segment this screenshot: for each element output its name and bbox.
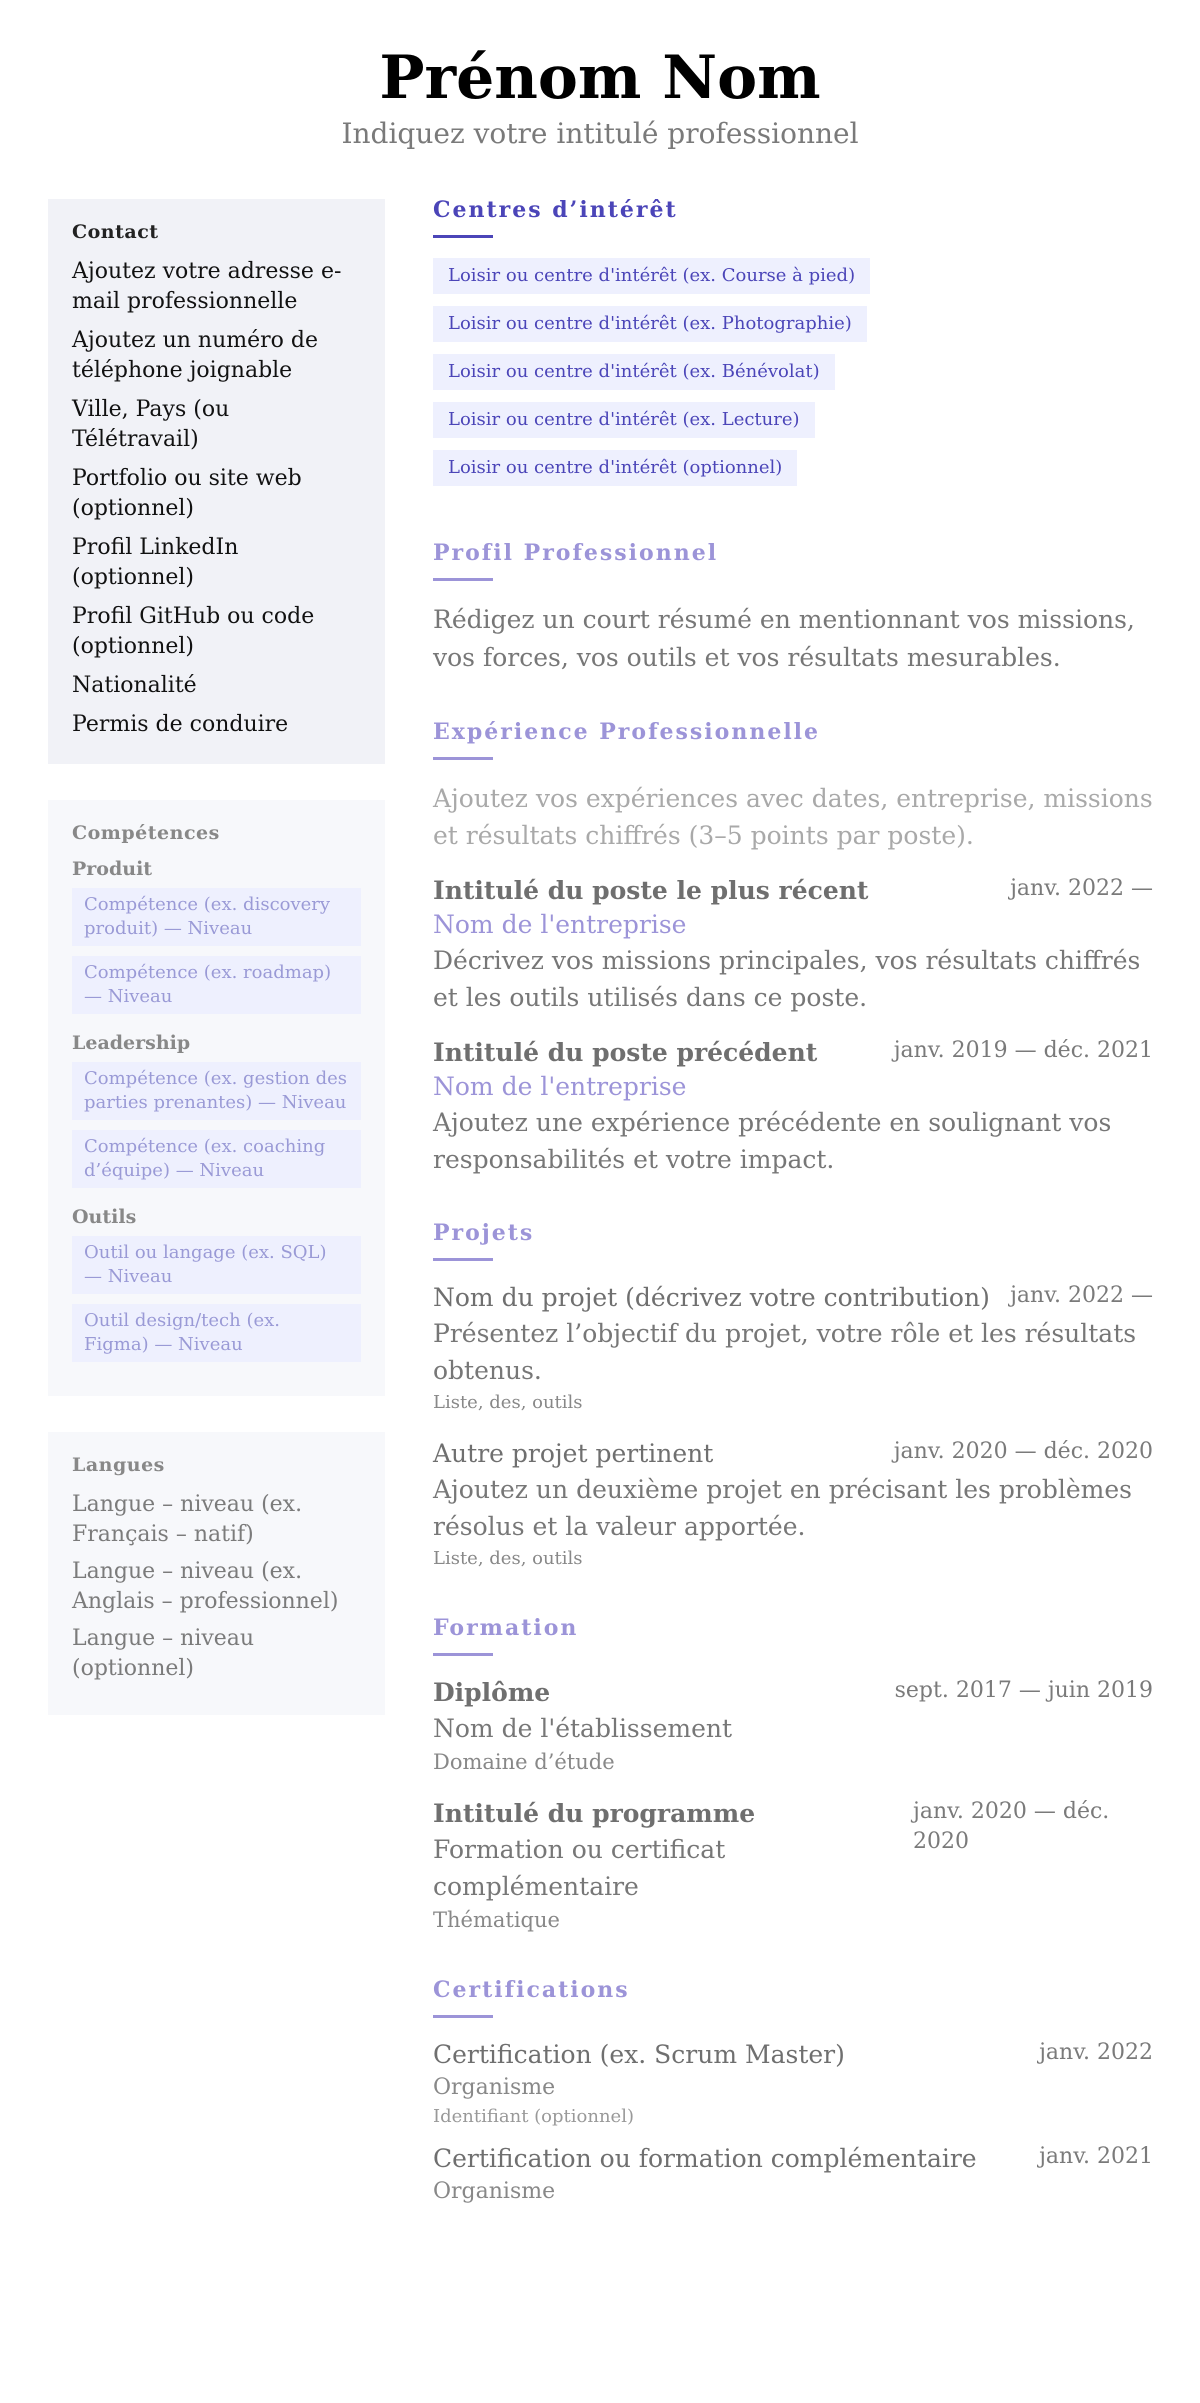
entry-date: janv. 2021 bbox=[1039, 2144, 1153, 2169]
entry-description: Décrivez vos missions principales, vos résultats chiffrés et les outils utilisés dans ce poste. bbox=[433, 946, 1141, 1012]
main-content bbox=[433, 195, 1153, 2248]
contact-title: Contact bbox=[72, 221, 159, 243]
entry-date: janv. 2022 — bbox=[1010, 1283, 1153, 1308]
section-divider bbox=[433, 1653, 493, 1656]
section-divider bbox=[433, 235, 493, 238]
interest-chip: Loisir ou centre d'intérêt (optionnel) bbox=[433, 450, 797, 486]
section-title: Centres d’intérêt bbox=[433, 197, 678, 223]
certification-entry bbox=[433, 2142, 1153, 2208]
contact-nationality: Nationalité bbox=[72, 673, 197, 698]
project-tools: Liste, des, outils bbox=[433, 1392, 583, 1413]
profile-summary: Rédigez un court résumé en mentionnant vos missions, vos forces, vos outils et vos résultats mesurables. bbox=[433, 605, 1135, 672]
entry-description: Ajoutez un deuxième projet en précisant les problèmes résolus et la valeur apportée. bbox=[433, 1475, 1132, 1541]
entry-date: janv. 2020 — déc. 2020 bbox=[913, 1799, 1110, 1854]
certification-org: Organisme bbox=[433, 2179, 556, 2204]
section-title: Expérience Professionnelle bbox=[433, 719, 821, 745]
experience-entry bbox=[433, 874, 1153, 1016]
section-title: Projets bbox=[433, 1220, 535, 1246]
certification-org: Organisme bbox=[433, 2075, 556, 2100]
school-name: Nom de l'établissement bbox=[433, 1714, 733, 1743]
skill-item: Outil design/tech (ex. Figma) — Niveau bbox=[72, 1304, 361, 1362]
languages-box bbox=[48, 1432, 385, 1715]
skill-group-title: Leadership bbox=[72, 1032, 191, 1054]
contact-box bbox=[48, 199, 385, 764]
section-divider bbox=[433, 1258, 493, 1261]
certification-title: Certification (ex. Scrum Master) bbox=[433, 2040, 845, 2069]
entry-date: janv. 2022 bbox=[1039, 2040, 1153, 2065]
interest-chip: Loisir ou centre d'intérêt (ex. Lecture) bbox=[433, 402, 815, 438]
degree-title: Diplôme bbox=[433, 1678, 551, 1707]
skills-title: Compétences bbox=[72, 822, 220, 844]
school-name: Formation ou certificat complémentaire bbox=[433, 1835, 726, 1901]
entry-description: Ajoutez une expérience précédente en soulignant vos responsabilités et votre impact. bbox=[433, 1108, 1112, 1174]
experience-hint: Ajoutez vos expériences avec dates, entreprise, missions et résultats chiffrés (3–5 points par poste). bbox=[433, 784, 1153, 850]
entry-date: janv. 2022 — bbox=[1010, 876, 1153, 901]
project-tools: Liste, des, outils bbox=[433, 1548, 583, 1569]
section-divider bbox=[433, 2015, 493, 2018]
skill-item: Compétence (ex. discovery produit) — Niveau bbox=[72, 888, 361, 946]
skill-group-title: Produit bbox=[72, 858, 153, 880]
certification-id: Identifiant (optionnel) bbox=[433, 2106, 634, 2127]
certifications-section bbox=[433, 1975, 1153, 2208]
degree-title: Intitulé du programme bbox=[433, 1799, 756, 1828]
education-entry bbox=[433, 1797, 1153, 1935]
entry-date: sept. 2017 — juin 2019 bbox=[894, 1678, 1153, 1703]
contact-license: Permis de conduire bbox=[72, 712, 289, 737]
contact-linkedin: Profil LinkedIn (optionnel) bbox=[72, 535, 239, 590]
contact-phone: Ajoutez un numéro de téléphone joignable bbox=[72, 328, 318, 383]
contact-portfolio: Portfolio ou site web (optionnel) bbox=[72, 466, 302, 521]
skill-item: Compétence (ex. coaching d’équipe) — Niveau bbox=[72, 1130, 361, 1188]
experience-section bbox=[433, 717, 1153, 1178]
skill-item: Compétence (ex. gestion des parties prenantes) — Niveau bbox=[72, 1062, 361, 1120]
experience-entry bbox=[433, 1036, 1153, 1178]
project-entry bbox=[433, 1281, 1153, 1417]
sidebar bbox=[48, 199, 385, 1751]
skill-item: Compétence (ex. roadmap) — Niveau bbox=[72, 956, 361, 1014]
entry-date: janv. 2020 — déc. 2020 bbox=[893, 1439, 1153, 1464]
study-field: Thématique bbox=[433, 1908, 560, 1932]
contact-location: Ville, Pays (ou Télétravail) bbox=[72, 397, 230, 452]
skill-group-title: Outils bbox=[72, 1206, 137, 1228]
contact-email: Ajoutez votre adresse e-mail professionnelle bbox=[72, 259, 342, 314]
interest-chip: Loisir ou centre d'intérêt (ex. Photographie) bbox=[433, 306, 867, 342]
company-name: Nom de l'entreprise bbox=[433, 910, 687, 939]
interests-section bbox=[433, 195, 1153, 498]
full-name: Prénom Nom bbox=[379, 43, 821, 113]
skills-box bbox=[48, 800, 385, 1396]
section-divider bbox=[433, 578, 493, 581]
certification-title: Certification ou formation complémentaire bbox=[433, 2144, 977, 2173]
section-title: Profil Professionnel bbox=[433, 540, 719, 566]
language-item: Langue – niveau (ex. Français – natif) bbox=[72, 1492, 303, 1547]
interest-chip: Loisir ou centre d'intérêt (ex. Course à pied) bbox=[433, 258, 870, 294]
resume-header bbox=[0, 0, 1200, 152]
company-name: Nom de l'entreprise bbox=[433, 1072, 687, 1101]
profile-section bbox=[433, 538, 1153, 677]
section-title: Certifications bbox=[433, 1977, 630, 2003]
projects-section bbox=[433, 1218, 1153, 1573]
skill-item: Outil ou langage (ex. SQL) — Niveau bbox=[72, 1236, 361, 1294]
certification-entry bbox=[433, 2038, 1153, 2130]
job-entry-title: Intitulé du poste le plus récent bbox=[433, 876, 869, 905]
language-item: Langue – niveau (ex. Anglais – professionnel) bbox=[72, 1559, 339, 1614]
section-title: Formation bbox=[433, 1615, 579, 1641]
section-divider bbox=[433, 757, 493, 760]
project-title: Nom du projet (décrivez votre contribution) bbox=[433, 1283, 990, 1312]
project-title: Autre projet pertinent bbox=[433, 1439, 714, 1468]
study-field: Domaine d’étude bbox=[433, 1750, 615, 1774]
job-title: Indiquez votre intitulé professionnel bbox=[341, 117, 859, 150]
education-section bbox=[433, 1613, 1153, 1935]
project-entry bbox=[433, 1437, 1153, 1573]
languages-title: Langues bbox=[72, 1454, 165, 1476]
contact-github: Profil GitHub ou code (optionnel) bbox=[72, 604, 315, 659]
education-entry bbox=[433, 1676, 1153, 1777]
language-item: Langue – niveau (optionnel) bbox=[72, 1626, 255, 1681]
entry-description: Présentez l’objectif du projet, votre rôle et les résultats obtenus. bbox=[433, 1319, 1137, 1385]
interest-chip: Loisir ou centre d'intérêt (ex. Bénévolat) bbox=[433, 354, 835, 390]
job-entry-title: Intitulé du poste précédent bbox=[433, 1038, 818, 1067]
entry-date: janv. 2019 — déc. 2021 bbox=[893, 1038, 1153, 1063]
